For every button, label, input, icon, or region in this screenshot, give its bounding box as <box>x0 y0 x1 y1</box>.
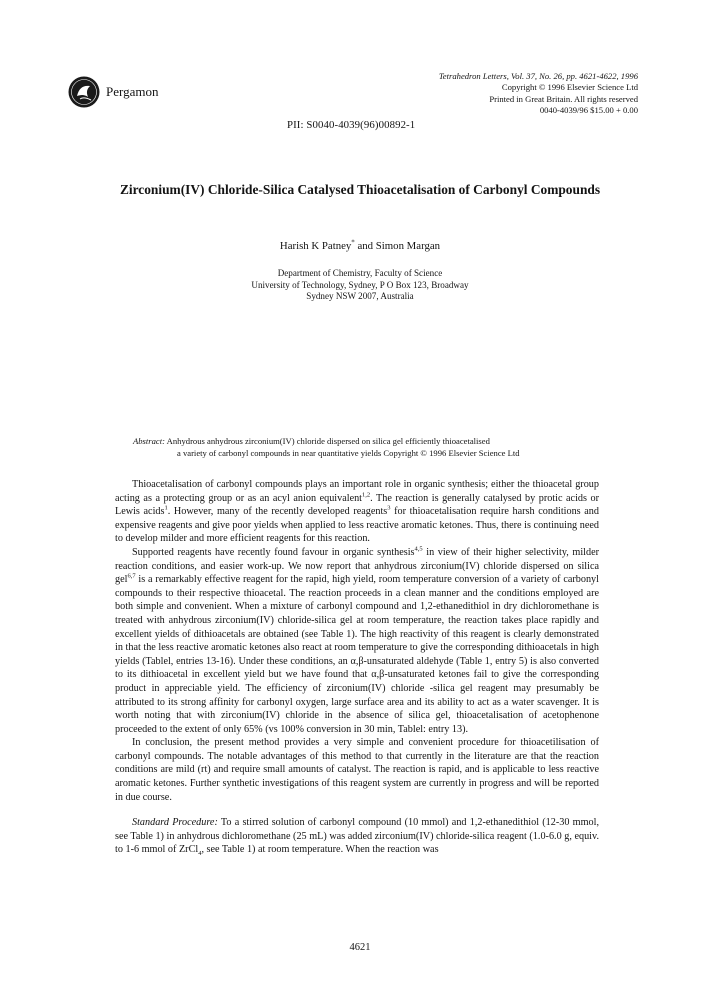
author-patney: Harish K Patney <box>279 240 352 252</box>
paragraph-results: Supported reagents have recently found favour in organic synthesis$^{4,5}$ in view of their higher selectivity, milder reaction conditions, and easier work-up. We now report that anhydrous zirconium(IV) chloride dispersed on silica gel$^{6,7}$ is a remarkably effective reagent for the rapid, high yield, room temperature conversion of a variety of carbonyl compounds to their respective thioacetal. The reaction proceeds in a clean manner and the conditions employed are both simple and convenient. When a mixture of carbonyl compound and 1,2-ethanedithiol in dry dichloromethane is treated with anhydrous zirconium(IV) chloride-silica gel at room temperature, the reaction takes place rapidly and excellent yields of dithioacetals are obtained (see Table 1). The high reactivity of this reagent is clearly demonstrated in that the less reactive aromatic ketones also react at room temperature to give the corresponding dithioacetals in high yields (Tablel, entries 13-16). Under these conditions, an α,β-unsaturated aldehyde (Table 1, entry 5) is also converted to its dithioacetal in excellent yield but we have found that α,β-unsaturated ketones fail to give the corresponding product in appreciable yield. The efficiency of zirconium(IV) chloride -silica gel reagent may presumably be attributed to its strong affinity for carbonyl oxygen, large surface area and its ability to act as a water scavenger. It is worth noting that with zirconium(IV) chloride in the absence of silica gel, thioacetalisation of acetophenone proceeded to the extent of only 65% (vs 100% conversion in 30 min, Tablel: entry 13). <box>115 545 599 735</box>
paragraph-conclusion: In conclusion, the present method provides a very simple and convenient procedure for thioacetilisation of carbonyl compounds. The notable advantages of this method to that currently in the literature are that the reaction conditions are mild (rt) and require small amounts of catalyst. The reaction is rapid, and is applicable to less reactive aromatic ketones. Further synthetic investigations of this reagent system are currently in progress and will be reported in due course. <box>115 737 599 803</box>
pii-identifier: PII: S0040-4039(96)00892-1 <box>287 119 416 131</box>
journal-info <box>318 71 638 116</box>
article-title: Zirconium(IV) Chloride-Silica Catalysed Thioacetalisation of Carbonyl Compounds <box>119 182 601 197</box>
publisher-logo <box>68 76 100 108</box>
citation-ref: 3 <box>387 504 391 512</box>
citation-ref: 1,2 <box>362 491 371 499</box>
affiliation-department: Department of Chemistry, Faculty of Science <box>277 268 443 278</box>
author-margan: and Simon Margan <box>354 240 441 252</box>
abstract-line-2: a variety of carbonyl compounds in near quantitative yields Copyright © 1996 Elsevier Science Ltd <box>177 447 520 458</box>
price-line: 0040-4039/96 $15.00 + 0.00 <box>539 104 638 115</box>
citation-ref: 6,7 <box>127 572 136 580</box>
abstract <box>133 436 603 459</box>
paragraph-introduction: Thioacetalisation of carbonyl compounds plays an important role in organic synthesis; either the thioacetal group acting as a protecting group or as an acyl anion equivalent$^{1,2}$. The reaction is generally catalysed by protic acids or Lewis acids$^1$. However, many of the recently developed reagents$^3$ for thioacetalisation require harsh conditions and expensive reagents and give poor yields when applied to less reactive aromatic ketones. Thus, there is continuing need to develop milder and more efficient reagents for this reaction. <box>115 479 599 545</box>
publisher-name: Pergamon <box>106 84 159 99</box>
affiliation-university: University of Technology, Sydney, P O Box 123, Broadway <box>251 279 469 290</box>
article-body <box>115 478 599 857</box>
citation-ref: 4,5 <box>414 545 423 553</box>
citation-ref: 1 <box>164 504 168 512</box>
journal-citation: Tetrahedron Letters, Vol. 37, No. 26, pp. 4621-4622, 1996 <box>438 71 638 81</box>
abstract-label: Abstract: <box>133 436 165 446</box>
copyright-line: Copyright © 1996 Elsevier Science Ltd <box>501 82 638 93</box>
page-number: 4621 <box>349 942 371 953</box>
procedure-label: Standard Procedure: <box>132 817 218 829</box>
author-line <box>0 240 720 252</box>
corresponding-author-mark: * <box>351 238 355 247</box>
printed-line: Printed in Great Britain. All rights reserved <box>489 93 638 104</box>
abstract-line-1: Anhydrous anhydrous zirconium(IV) chloride dispersed on silica gel efficiently thioacetalised <box>166 436 490 446</box>
affiliation-city: Sydney NSW 2007, Australia <box>306 291 414 302</box>
affiliation <box>0 268 720 303</box>
paragraph-procedure: Standard Procedure: To a stirred solution of carbonyl compound (10 mmol) and 1,2-ethanedithiol (12-30 mmol, see Table 1) in anhydrous dichloromethane (25 mL) was added zirconium(IV) chloride-silica reagent (1.0-6.0 g, equiv. to 1-6 mmol of ZrCl$_4$, see Table 1) at room temperature. When the reaction was <box>115 817 599 858</box>
